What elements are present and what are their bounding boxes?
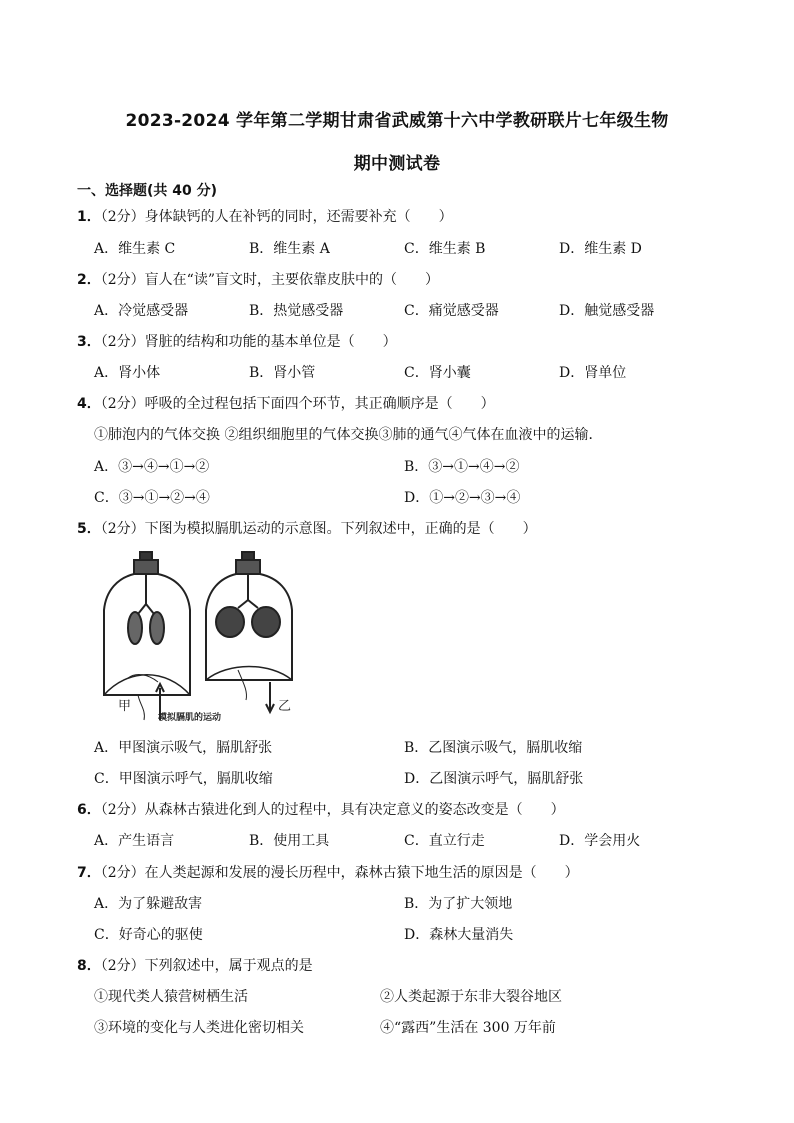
figure-caption: 模拟膈肌的运动 bbox=[158, 713, 222, 723]
option-a[interactable]: A．肾小体 bbox=[94, 365, 161, 381]
question-number: 7． bbox=[77, 865, 101, 881]
exam-title-line1: 2023-2024 学年第二学期甘肃省武威第十六中学教研联片七年级生物 bbox=[125, 111, 669, 131]
option-a[interactable]: A．③→④→①→② bbox=[94, 459, 210, 475]
option-a[interactable]: A．为了躲避敌害 bbox=[94, 896, 203, 912]
question-number: 3． bbox=[77, 334, 101, 350]
section-heading: 一、选择题(共 40 分) bbox=[77, 183, 218, 199]
question-number: 2． bbox=[77, 272, 101, 288]
option-b[interactable]: B．③→①→④→② bbox=[404, 459, 520, 475]
diaphragm-model-figure bbox=[98, 550, 303, 725]
option-b[interactable]: B．热觉感受器 bbox=[249, 303, 344, 319]
question-4 bbox=[77, 393, 495, 413]
question-text: （2分）肾脏的结构和功能的基本单位是（ ） bbox=[100, 334, 397, 350]
statement-3: ③环境的变化与人类进化密切相关 bbox=[94, 1020, 304, 1036]
option-d[interactable]: D．①→②→③→④ bbox=[404, 490, 521, 506]
option-a[interactable]: A．产生语言 bbox=[94, 833, 175, 849]
question-6 bbox=[77, 799, 565, 819]
option-c[interactable]: C．好奇心的驱使 bbox=[94, 927, 203, 943]
question-text: （2分）身体缺钙的人在补钙的同时，还需要补充（ ） bbox=[100, 209, 453, 225]
option-d[interactable]: D．森林大量消失 bbox=[404, 927, 514, 943]
question-4-stem: ①肺泡内的气体交换 ②组织细胞里的气体交换③肺的通气④气体在血液中的运输． bbox=[94, 427, 603, 443]
exam-title-line2: 期中测试卷 bbox=[353, 154, 441, 174]
question-number: 8． bbox=[77, 958, 101, 974]
option-a[interactable]: A．冷觉感受器 bbox=[94, 303, 189, 319]
option-c[interactable]: C．直立行走 bbox=[404, 833, 485, 849]
label-yi: 乙 bbox=[278, 699, 292, 714]
bell-jar-yi bbox=[206, 552, 292, 712]
question-text: （2分）从森林古猿进化到人的过程中，具有决定意义的姿态改变是（ ） bbox=[100, 802, 565, 818]
question-5 bbox=[77, 518, 537, 538]
question-text: （2分）在人类起源和发展的漫长历程中，森林古猿下地生活的原因是（ ） bbox=[100, 865, 579, 881]
option-a[interactable]: A．甲图演示吸气，膈肌舒张 bbox=[94, 740, 273, 756]
question-text: （2分）呼吸的全过程包括下面四个环节，其正确顺序是（ ） bbox=[100, 396, 495, 412]
question-text: （2分）下列叙述中，属于观点的是 bbox=[100, 958, 313, 974]
option-b[interactable]: B．使用工具 bbox=[249, 833, 330, 849]
option-c[interactable]: C．甲图演示呼气，膈肌收缩 bbox=[94, 771, 273, 787]
option-c[interactable]: C．维生素 B bbox=[404, 241, 486, 257]
label-jia: 甲 bbox=[118, 699, 132, 714]
option-b[interactable]: B．为了扩大领地 bbox=[404, 896, 513, 912]
statement-4: ④“露西”生活在 300 万年前 bbox=[380, 1020, 556, 1036]
option-b[interactable]: B．维生素 A bbox=[249, 241, 330, 257]
option-c[interactable]: C．痛觉感受器 bbox=[404, 303, 499, 319]
option-a[interactable]: A．维生素 C bbox=[94, 241, 176, 257]
option-d[interactable]: D．学会用火 bbox=[559, 833, 641, 849]
question-text: （2分）下图为模拟膈肌运动的示意图。下列叙述中，正确的是（ ） bbox=[100, 521, 537, 537]
option-d[interactable]: D．维生素 D bbox=[559, 241, 642, 257]
option-c[interactable]: C．肾小囊 bbox=[404, 365, 471, 381]
option-d[interactable]: D．肾单位 bbox=[559, 365, 627, 381]
bell-jar-jia bbox=[104, 552, 190, 720]
question-number: 6． bbox=[77, 802, 101, 818]
option-c[interactable]: C．③→①→②→④ bbox=[94, 490, 210, 506]
statement-1: ①现代类人猿营树栖生活 bbox=[94, 989, 248, 1005]
question-number: 4． bbox=[77, 396, 101, 412]
question-2 bbox=[77, 269, 439, 289]
question-3 bbox=[77, 331, 397, 351]
statement-2: ②人类起源于东非大裂谷地区 bbox=[380, 989, 562, 1005]
question-text: （2分）盲人在“读”盲文时，主要依靠皮肤中的（ ） bbox=[100, 272, 439, 288]
question-number: 5． bbox=[77, 521, 101, 537]
option-d[interactable]: D．触觉感受器 bbox=[559, 303, 655, 319]
question-7 bbox=[77, 862, 579, 882]
question-number: 1． bbox=[77, 209, 101, 225]
question-8 bbox=[77, 955, 313, 975]
option-b[interactable]: B．乙图演示吸气，膈肌收缩 bbox=[404, 740, 583, 756]
question-1 bbox=[77, 206, 453, 226]
option-b[interactable]: B．肾小管 bbox=[249, 365, 316, 381]
option-d[interactable]: D．乙图演示呼气，膈肌舒张 bbox=[404, 771, 584, 787]
